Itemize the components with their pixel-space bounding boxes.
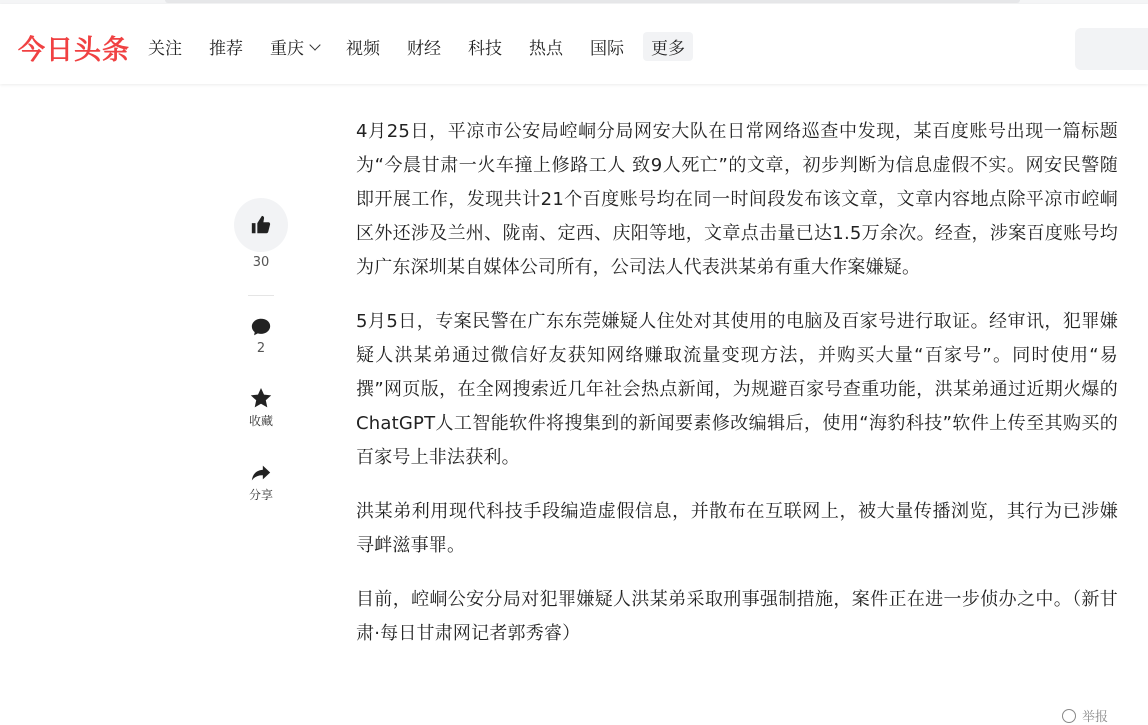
article-paragraph: 5月5日，专案民警在广东东莞嫌疑人住处对其使用的电脑及百家号进行取证。经审讯，犯罪嫌疑人洪某弟通过微信好友获知网络赚取流量变现方法，并购买大量“百家号”。同时使用“易撰”网页版，在全网搜索近几年社会热点新闻，为规避百家号查重功能，洪某弟通过近期火爆的ChatGPT人工智能软件将搜集到的新闻要素修改编辑后，使用“海豹科技”软件上传至其购买的百家号上非法获利。 [356,311,1118,468]
nav-item-chongqing[interactable] [270,34,319,59]
nav-item-tech[interactable] [468,34,502,59]
like-count: 30 [252,255,270,270]
star-icon [249,386,273,410]
favorite-button[interactable] [234,386,288,429]
channel-nav [148,32,720,61]
scroll-indicator [165,0,1020,3]
share-button[interactable] [234,462,288,503]
report-label: 举报 [1082,710,1109,725]
toutiao-logo[interactable]: 今日头条 [18,35,130,66]
nav-label: 科技 [468,39,502,59]
chevron-down-icon [309,39,320,50]
nav-label: 热点 [529,39,563,59]
like-button[interactable] [234,198,288,270]
thumbs-up-icon [250,214,272,236]
search-input[interactable] [1075,28,1148,70]
top-navigation-bar [0,4,1148,84]
article-paragraph: 目前，崆峒公安分局对犯罪嫌疑人洪某弟采取刑事强制措施，案件正在进一步侦办之中。（新甘肃·每日甘肃网记者郭秀睿） [356,589,1118,644]
nav-label: 更多 [651,39,685,59]
comment-button[interactable] [234,316,288,356]
nav-label: 视频 [346,39,380,59]
comment-count: 2 [256,341,266,356]
nav-item-recommend[interactable] [209,34,243,59]
nav-item-hot[interactable] [529,34,563,59]
article-paragraph: 4月25日，平凉市公安局崆峒分局网安大队在日常网络巡查中发现，某百度账号出现一篇标题为“今晨甘肃一火车撞上修路工人 致9人死亡”的文章，初步判断为信息虚假不实。网安民警随即开展工作，发现共计21个百度账号均在同一时间段发布该文章，文章内容地点除平凉市崆峒区外还涉及兰州、陇南、定西、庆阳等地，文章点击量已达1.5万余次。经查，涉案百度账号均为广东深圳某自媒体公司所有，公司法人代表洪某弟有重大作案嫌疑。 [356,121,1118,278]
nav-item-more[interactable] [643,32,693,61]
nav-item-finance[interactable] [407,34,441,59]
article-paragraph: 洪某弟利用现代科技手段编造虚假信息，并散布在互联网上，被大量传播浏览，其行为已涉嫌寻衅滋事罪。 [356,501,1118,556]
comment-icon [250,316,272,338]
warning-icon [1062,709,1076,723]
share-icon [249,462,273,484]
sidebar-divider [248,295,274,296]
nav-item-video[interactable] [346,34,380,59]
article-body [356,115,1118,671]
nav-item-follow[interactable] [148,34,182,59]
share-label: 分享 [248,488,273,502]
nav-label: 重庆 [270,39,304,59]
nav-label: 关注 [148,39,182,59]
like-circle [234,198,288,252]
nav-label: 推荐 [209,39,243,59]
favorite-label: 收藏 [248,414,273,428]
nav-item-international[interactable] [590,34,624,59]
nav-label: 国际 [590,39,624,59]
nav-label: 财经 [407,39,441,59]
report-link[interactable] [1062,706,1108,725]
